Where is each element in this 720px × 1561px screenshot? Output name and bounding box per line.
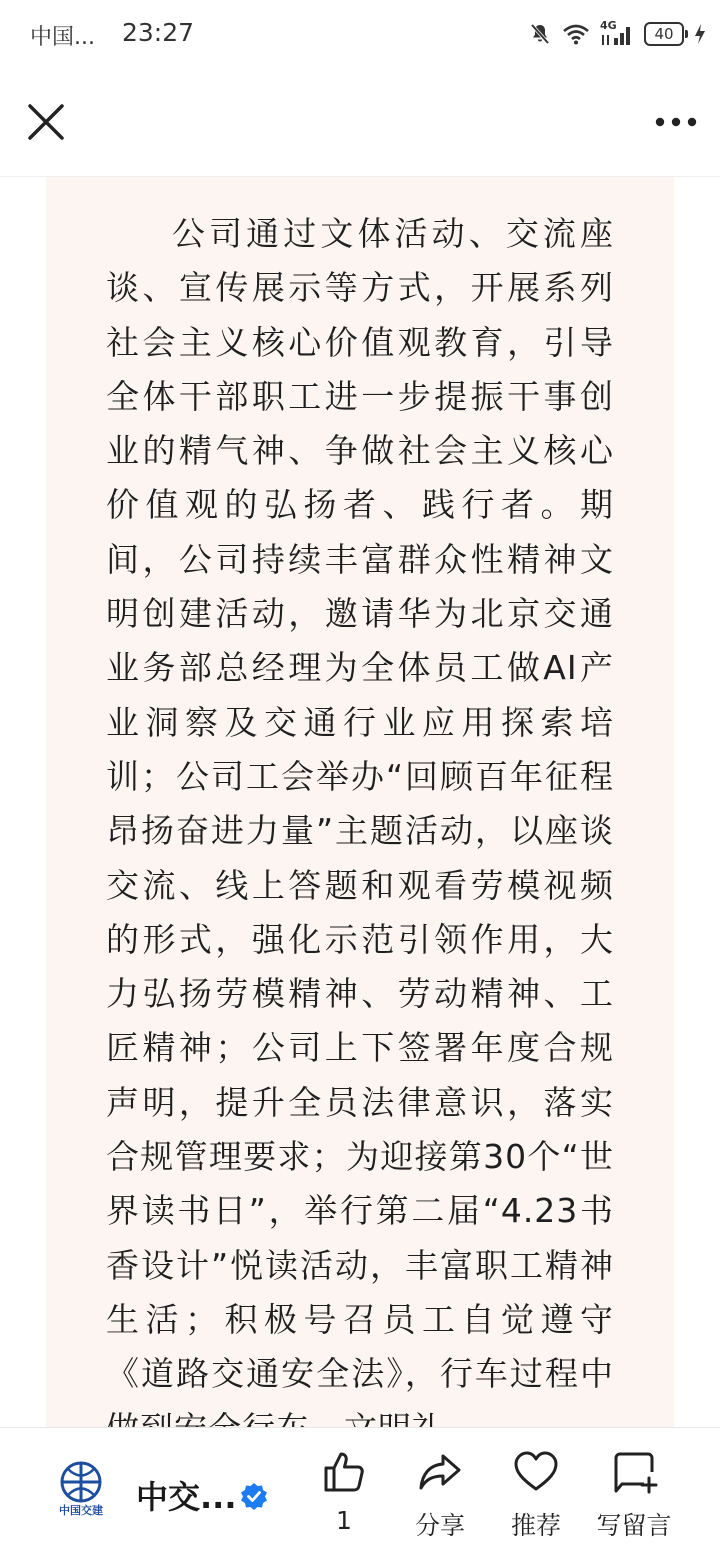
share-label: 分享: [414, 1511, 465, 1540]
close-icon: [22, 98, 70, 146]
article-card: [46, 177, 674, 1477]
share-arrow-icon: [416, 1448, 464, 1496]
share-button[interactable]: [400, 1448, 480, 1548]
charging-icon: [694, 23, 706, 45]
heart-icon: [512, 1448, 560, 1496]
cellular-signal-icon: [600, 21, 634, 47]
recommend-label: 推荐: [510, 1511, 561, 1540]
comment-label: 写留言: [596, 1511, 672, 1540]
wifi-icon: [562, 23, 590, 45]
like-count: 1: [336, 1506, 352, 1535]
thumbs-up-icon: [320, 1448, 368, 1496]
logo-caption: 中国交建: [59, 1504, 103, 1517]
clock: 23:27: [122, 18, 195, 47]
verified-badge-icon: [240, 1482, 268, 1510]
top-nav-bar: [0, 70, 720, 177]
article-body: 公司通过文体活动、交流座谈、宣传展示等方式，开展系列社会主义核心价值观教育，引导全体干部职工进一步提振干事创业的精气神、争做社会主义核心价值观的弘扬者、践行者。期间，公司持续丰富群众性精神文明创建活动，邀请华为北京交通业务部总经理为全体员工做AI产业洞察及交通行业应用探索培训；公司工会举办“回顾百年征程 昂扬奋进力量”主题活动，以座谈交流、线上答题和观看劳模视频的形式，强化示范引领作用，大力弘扬劳模精神、劳动精神、工匠精神；公司上下签署年度合规声明，提升全员法律意识，落实合规管理要求；为迎接第30个“世界读书日”，举行第二届“4.23书香设计”悦读活动，丰富职工精神生活；积极号召员工自觉遵守《道路交通安全法》，行车过程中: [106, 214, 614, 1394]
comment-add-icon: [610, 1448, 658, 1496]
carrier-name: 中国...: [30, 25, 95, 50]
more-options-button[interactable]: [652, 98, 700, 146]
more-dots-icon: [652, 98, 700, 146]
status-icons: [528, 18, 706, 50]
close-button[interactable]: [22, 98, 70, 146]
recommend-button[interactable]: [496, 1448, 576, 1548]
like-button[interactable]: [304, 1448, 384, 1548]
network-type: 4G: [600, 19, 617, 32]
battery-indicator: 40: [644, 22, 684, 46]
bottom-action-bar: [0, 1427, 720, 1561]
account-name[interactable]: 中交...: [136, 1478, 237, 1516]
write-comment-button[interactable]: [592, 1448, 676, 1548]
status-bar: [0, 0, 720, 70]
mute-bell-icon: [528, 22, 552, 46]
article-scroll-area[interactable]: [0, 177, 720, 1427]
